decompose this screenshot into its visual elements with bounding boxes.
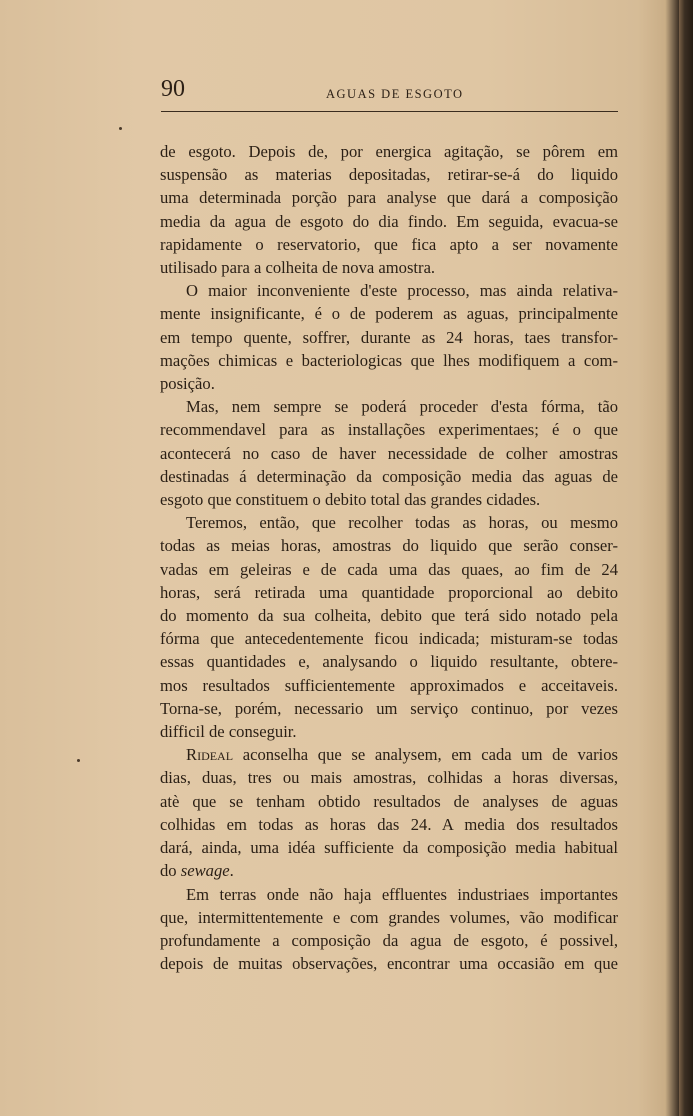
- text-line: acontecerá no caso de haver necessidade de colher amostras: [160, 443, 618, 463]
- text-line: uma determinada porção para analyse que dará a composição: [160, 188, 618, 208]
- text-line: Mas, nem sempre se poderá proceder d'esta fórma, tão: [186, 397, 618, 417]
- text-line: profundamente a composição da agua de esgoto, é possivel,: [160, 930, 618, 950]
- text-line: [160, 743, 618, 766]
- text-line: Em terras onde não haja effluentes industriaes importantes: [186, 884, 618, 904]
- page-header: [161, 76, 618, 106]
- text-line: vadas em geleiras e de cada uma das quaes, ao fim de 24: [160, 559, 618, 579]
- text-fragment: do: [160, 861, 181, 881]
- page-number: 90: [161, 76, 185, 102]
- text-line: essas quantidades e, analysando o liquido resultante, obtere-: [160, 652, 618, 672]
- header-rule: [161, 111, 618, 112]
- text-line: mente insignificante, é o de poderem as aguas, principalmente: [160, 304, 618, 324]
- text-line: rapidamente o reservatorio, que fica apto a ser novamente: [160, 234, 618, 254]
- body-text: [160, 140, 618, 975]
- text-line: recommendavel para as installações experimentaes; é o que: [160, 420, 618, 440]
- text-line: atè que se tenham obtido resultados de analyses de aguas: [160, 791, 618, 811]
- text-line: esgoto que constituem o debito total das grandes cidades.: [160, 490, 541, 510]
- italic-term: sewage: [180, 861, 230, 881]
- paragraph-5: [160, 743, 618, 882]
- text-line: mações chimicas e bacteriologicas que lhes modifiquem a com-: [160, 350, 618, 370]
- paragraph-1: [160, 140, 618, 279]
- text-line: de esgoto. Depois de, por energica agitação, se pôrem em: [160, 142, 618, 161]
- page-speck: [119, 127, 122, 130]
- text-line: media da agua de esgoto do dia findo. Em seguida, evacua-se: [160, 211, 618, 231]
- text-line: dias, duas, tres ou mais amostras, colhidas a horas diversas,: [160, 768, 618, 788]
- text-line: utilisado para a colheita de nova amostra.: [160, 258, 436, 278]
- text-line: destinadas á determinação da composição media das aguas de: [160, 466, 618, 486]
- text-line: Torna-se, porém, necessario um serviço continuo, por vezes: [160, 698, 618, 718]
- paragraph-6: [160, 883, 618, 976]
- text-line: difficil de conseguir.: [160, 722, 297, 742]
- text-line: [160, 859, 618, 882]
- text-line: fórma que antecedentemente ficou indicada; misturam-se todas: [160, 629, 618, 649]
- paragraph-4: [160, 511, 618, 743]
- text-line: em tempo quente, soffrer, durante as 24 horas, taes transfor-: [160, 327, 618, 347]
- text-line: Teremos, então, que recolher todas as horas, ou mesmo: [186, 513, 618, 533]
- text-line: dará, ainda, uma idéa sufficiente da composição media habitual: [160, 838, 618, 858]
- text-line: colhidas em todas as horas das 24. A media dos resultados: [160, 814, 618, 834]
- text-fragment: aconselha que se analysem, em cada um de varios: [233, 745, 618, 765]
- running-title: AGUAS DE ESGOTO: [326, 87, 464, 101]
- text-fragment: .: [229, 861, 234, 881]
- text-line: todas as meias horas, amostras do liquido que serão conser-: [160, 536, 618, 556]
- paragraph-2: [160, 279, 618, 395]
- text-line: horas, será retirada uma quantidade proporcional ao debito: [160, 582, 618, 602]
- text-line: do momento da sua colheita, debito que terá sido notado pela: [160, 606, 618, 626]
- text-line: que, intermittentemente e com grandes volumes, vão modificar: [160, 907, 618, 927]
- text-line: depois de muitas observações, encontrar uma occasião em que: [160, 954, 618, 974]
- page-speck: [77, 759, 80, 762]
- text-line: posição.: [160, 374, 215, 394]
- page-gutter: [679, 0, 693, 1116]
- text-line: O maior inconveniente d'este processo, mas ainda relativa-: [186, 281, 618, 301]
- text-line: mos resultados sufficientemente approximados e acceitaveis.: [160, 675, 618, 695]
- paragraph-3: [160, 395, 618, 511]
- author-name: Rideal: [186, 745, 234, 765]
- text-line: suspensão as materias depositadas, retirar-se-á do liquido: [160, 165, 618, 185]
